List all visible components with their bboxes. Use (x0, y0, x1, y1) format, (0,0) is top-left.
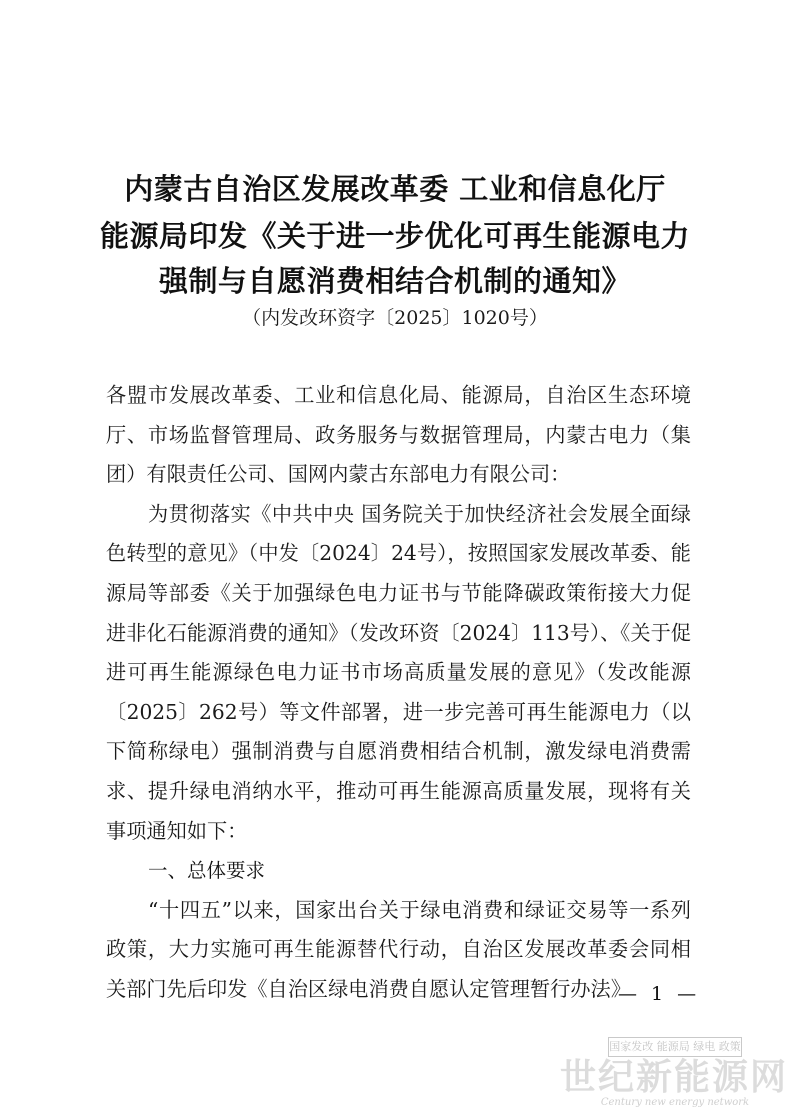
document-number: （内发改环资字〔2025〕1020号） (242, 307, 548, 329)
watermark-logo: 世纪新能源网 (560, 1056, 789, 1098)
page-number: — 1 — (618, 983, 701, 1005)
document-body (106, 376, 691, 1010)
title-line-3: 强制与自愿消费相结合机制的通知》 (158, 264, 631, 298)
salutation-paragraph: 各盟市发展改革委、工业和信息化局、能源局，自治区生态环境厅、市场监督管理局、政务服务与数据管理局，内蒙古电力（集团）有限责任公司、国网内蒙古东部电力有限公司： (106, 383, 691, 487)
section-heading: 一、总体要求 (148, 859, 266, 883)
watermark-subtitle: Century new energy network (600, 1097, 750, 1108)
intro-paragraph: 为贯彻落实《中共中央 国务院关于加快经济社会发展全面绿色转型的意见》（中发〔2024〕24号），按照国家发展改革委、能源局等部委《关于加强绿色电力证书与节能降碳政策衔接大力促进非化石能源消费的通知》（发改环资〔2024〕113号）、《关于促进可再生能源绿色电力证书市场高质量发展的意见》（发改能源〔2025〕262号）等文件部署，进一步完善可再生能源电力（以下简称绿电）强制消费与自愿消费相结合机制，激发绿电消费需求、提升绿电消纳水平，推动可再生能源高质量发展，现将有关事项通知如下： (106, 501, 691, 843)
title-line-2: 能源局印发《关于进一步优化可再生能源电力 (99, 219, 690, 253)
title-line-1: 内蒙古自治区发展改革委 工业和信息化厅 (124, 172, 666, 206)
section-paragraph: “十四五”以来，国家出台关于绿电消费和绿证交易等一系列政策，大力实施可再生能源替代行动，自治区发展改革委会同相关部门先后印发《自治区绿电消费自愿认定管理暂行办法》 (106, 897, 691, 1001)
watermark-caption: 国家发改 能源局 绿电 政策 (608, 1037, 742, 1057)
